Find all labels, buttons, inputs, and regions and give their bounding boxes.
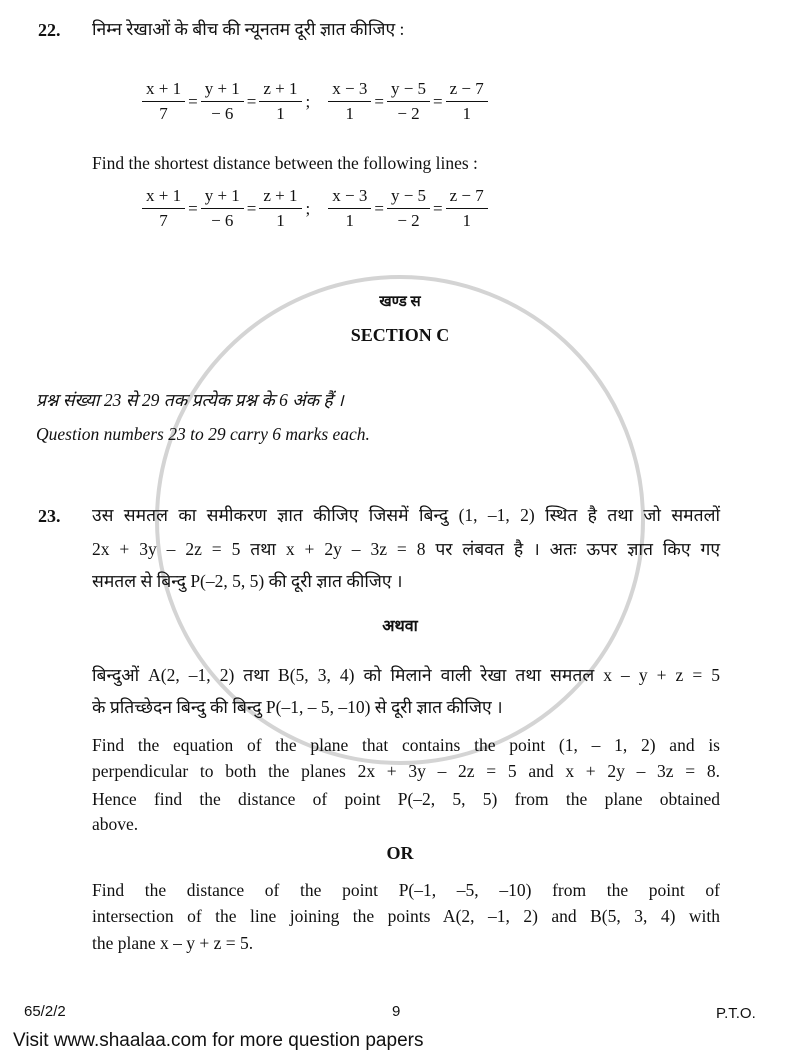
q23-english-line: Hence find the distance of point P(–2, 5, 5) from the plane obtained — [92, 789, 720, 809]
or-english: OR — [386, 843, 414, 863]
or-hindi: अथवा — [382, 618, 418, 635]
q22-hindi-text: निम्न रेखाओं के बीच की न्यूनतम दूरी ज्ञात कीजिए : — [92, 19, 405, 39]
fraction: $\frac{z + 1}{1}$ — [259, 79, 301, 124]
q23-english-line: above. — [92, 814, 139, 834]
section-note-hindi: प्रश्न संख्या 23 से 29 तक प्रत्येक प्रश्न के 6 अंक हैं । — [36, 390, 344, 410]
page-number: 9 — [392, 1003, 401, 1020]
q23-alt-english-line: Find the distance of the point P(–1, –5, –10) from the point of — [92, 880, 720, 900]
q23-english-line: perpendicular to both the planes 2x + 3y – 2z = 5 and x + 2y – 3z = 8. — [92, 761, 720, 781]
fraction: $\frac{x + 1}{7}$ — [142, 186, 185, 231]
q22-english-text: Find the shortest distance between the following lines : — [92, 153, 478, 173]
q22-equation-english: $\frac{x + 1}{7}$ = $\frac{y + 1}{- 6}$ = $\frac{z + 1}{1}$ ; $\frac{x - 3}{1}$ = $\frac{y - 5}{- 2}$ = $\frac{z - 7}{1}$ — [140, 186, 490, 231]
visit-link[interactable]: Visit www.shaalaa.com for more question papers — [13, 1030, 424, 1051]
fraction: $\frac{x - 3}{1}$ — [328, 186, 371, 231]
section-heading: SECTION C — [350, 325, 450, 345]
q23-alt-hindi-line: के प्रतिच्छेदन बिन्दु की बिन्दु P(–1, – 5, –10) से दूरी ज्ञात कीजिए । — [92, 697, 503, 717]
fraction: $\frac{z - 7}{1}$ — [446, 186, 488, 231]
q23-alt-english-line: intersection of the line joining the points A(2, –1, 2) and B(5, 3, 4) with — [92, 906, 720, 926]
fraction: $\frac{x + 1}{7}$ — [142, 79, 185, 124]
fraction: $\frac{z + 1}{1}$ — [259, 186, 301, 231]
q23-hindi-line: उस समतल का समीकरण ज्ञात कीजिए जिसमें बिन्दु (1, –1, 2) स्थित है तथा जो समतलों — [92, 505, 720, 525]
q23-hindi-line: 2x + 3y – 2z = 5 तथा x + 2y – 3z = 8 पर लंबवत है । अतः ऊपर ज्ञात किए गए — [92, 539, 721, 559]
q23-alt-english-line: the plane x – y + z = 5. — [92, 933, 254, 953]
q22-equation-hindi: $\frac{x + 1}{7}$ = $\frac{y + 1}{- 6}$ = $\frac{z + 1}{1}$ ; $\frac{x - 3}{1}$ = $\frac{y - 5}{- 2}$ = $\frac{z - 7}{1}$ — [140, 79, 490, 124]
q23-english-line: Find the equation of the plane that contains the point (1, – 1, 2) and is — [92, 735, 720, 755]
q23-hindi-line: समतल से बिन्दु P(–2, 5, 5) की दूरी ज्ञात कीजिए । — [92, 571, 403, 591]
fraction: $\frac{y + 1}{- 6}$ — [201, 79, 244, 124]
fraction: $\frac{y - 5}{- 2}$ — [387, 186, 430, 231]
question-number-22: 22. — [38, 20, 61, 40]
q23-alt-hindi-line: बिन्दुओं A(2, –1, 2) तथा B(5, 3, 4) को मिलाने वाली रेखा तथा समतल x – y + z = 5 — [92, 665, 720, 685]
pto-label: P.T.O. — [716, 1005, 756, 1022]
fraction: $\frac{y - 5}{- 2}$ — [387, 79, 430, 124]
paper-code: 65/2/2 — [24, 1003, 66, 1020]
fraction: $\frac{x - 3}{1}$ — [328, 79, 371, 124]
fraction: $\frac{y + 1}{- 6}$ — [201, 186, 244, 231]
section-heading-hindi: खण्ड स — [379, 294, 421, 310]
section-note-english: Question numbers 23 to 29 carry 6 marks each. — [36, 424, 370, 444]
question-number-23: 23. — [38, 506, 61, 526]
fraction: $\frac{z - 7}{1}$ — [446, 79, 488, 124]
